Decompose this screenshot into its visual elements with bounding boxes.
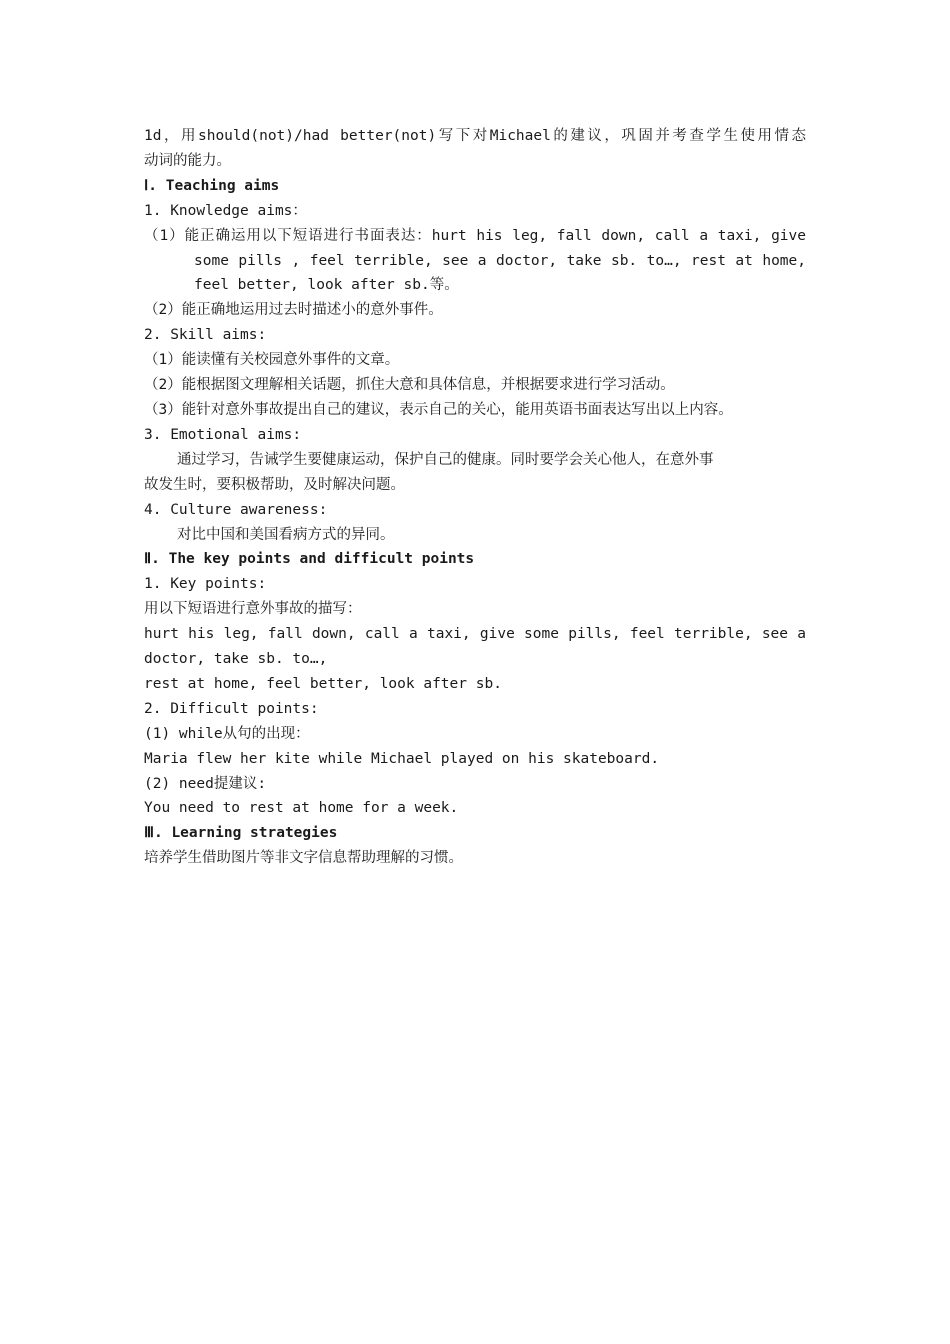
knowledge-aims-heading: 1. Knowledge aims：: [144, 202, 307, 219]
knowledge-aim-1-line-2: some pills , feel terrible, see a doctor, take sb. to…, rest at home,: [194, 252, 806, 269]
key-points-phrases-line-2: doctor, take sb. to…,: [144, 651, 328, 668]
key-points-description: 用以下短语进行意外事故的描写：: [144, 601, 362, 618]
key-points-phrases-line-1: hurt his leg, fall down, call a taxi, give some pills, feel terrible, see a: [144, 626, 806, 643]
emotional-aims-line-2: 故发生时，要积极帮助，及时解决问题。: [144, 476, 405, 493]
section-2-heading: Ⅱ. The key points and difficult points: [144, 551, 475, 568]
skill-aims-heading: 2. Skill aims:: [144, 327, 267, 344]
emotional-aims-line-1: 通过学习，告诫学生要健康运动，保护自己的健康。同时要学会关心他人，在意外事: [177, 451, 714, 468]
skill-aim-1: （1）能读懂有关校园意外事件的文章。: [144, 352, 400, 369]
key-points-heading: 1. Key points:: [144, 576, 267, 593]
document-body: [144, 124, 806, 871]
skill-aim-2: （2）能根据图文理解相关话题，抓住大意和具体信息，并根据要求进行学习活动。: [144, 377, 675, 394]
section-1-heading: Ⅰ. Teaching aims: [144, 177, 280, 194]
intro-line-2: 动词的能力。: [144, 152, 231, 169]
knowledge-aim-1-line-3: feel better, look after sb.等。: [194, 277, 459, 294]
intro-line-1: 1d，用should(not)/had better(not)写下对Michael的建议，巩固并考查学生使用情态: [144, 128, 806, 144]
difficult-point-1-example: Maria flew her kite while Michael played on his skateboard.: [144, 750, 660, 767]
difficult-points-heading: 2. Difficult points:: [144, 700, 319, 717]
key-points-phrases-line-3: rest at home, feel better, look after sb.: [144, 675, 502, 692]
emotional-aims-heading: 3. Emotional aims:: [144, 426, 302, 443]
learning-strategies-line: 培养学生借助图片等非文字信息帮助理解的习惯。: [144, 850, 463, 867]
difficult-point-2-example: You need to rest at home for a week.: [144, 800, 459, 817]
culture-awareness-heading: 4. Culture awareness:: [144, 501, 328, 518]
knowledge-aim-2: （2）能正确地运用过去时描述小的意外事件。: [144, 302, 443, 319]
difficult-point-2-heading: (2) need提建议:: [144, 775, 267, 792]
section-3-heading: Ⅲ. Learning strategies: [144, 825, 338, 842]
culture-awareness-line: 对比中国和美国看病方式的异同。: [177, 526, 395, 543]
difficult-point-1-heading: (1) while从句的出现：: [144, 725, 310, 742]
skill-aim-3: （3）能针对意外事故提出自己的建议，表示自己的关心，能用英语书面表达写出以上内容。: [144, 401, 733, 418]
knowledge-aim-1-line-1: （1）能正确运用以下短语进行书面表达：hurt his leg, fall down, call a taxi, give: [144, 227, 806, 244]
